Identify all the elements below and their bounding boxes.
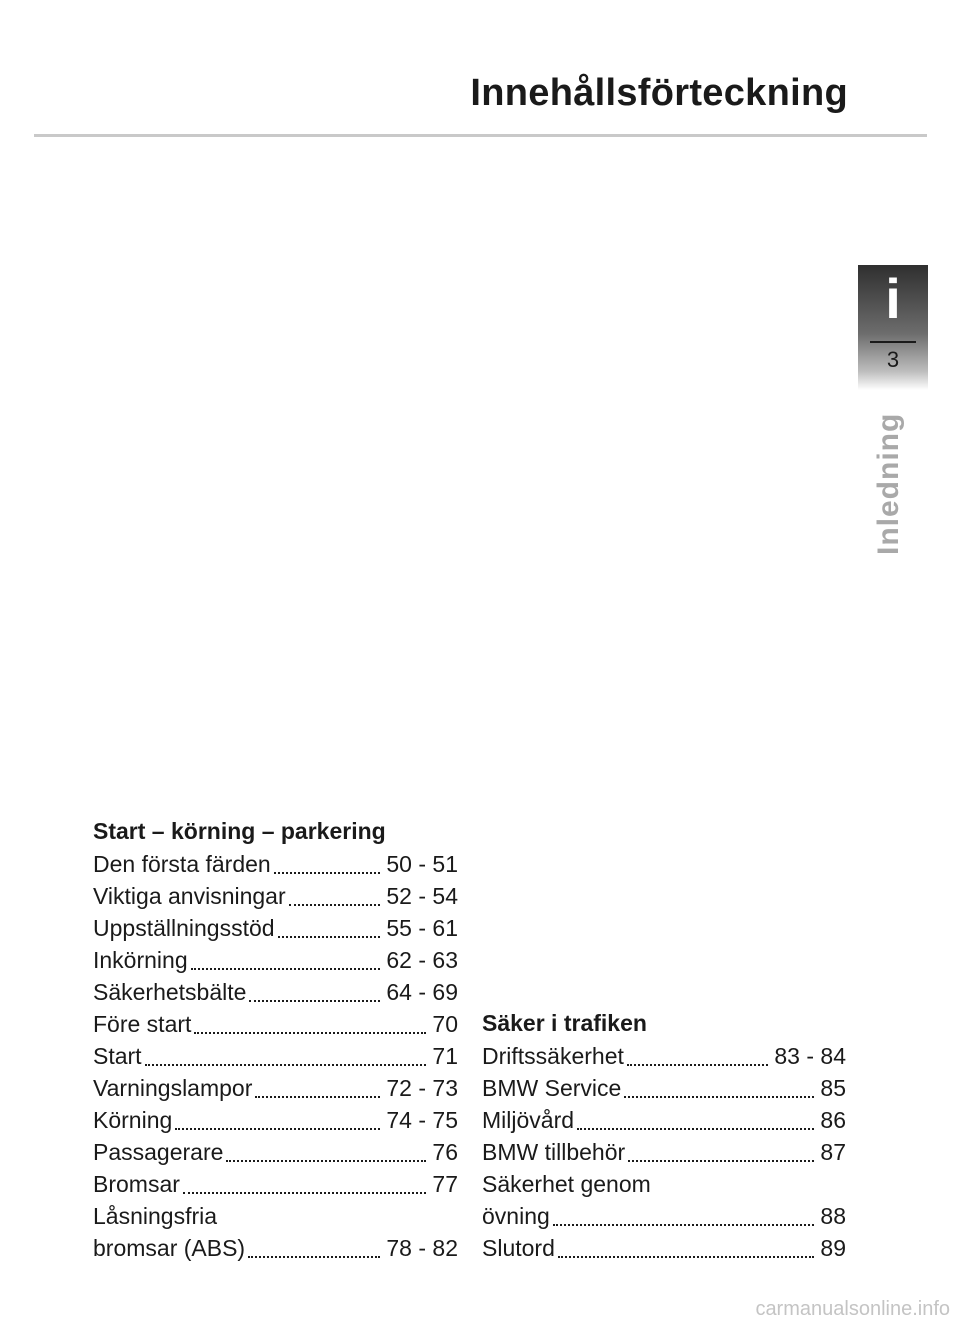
toc-entry-page: 85 [820,1075,846,1101]
chapter-tab-divider [870,341,916,343]
toc-dot-leader [249,999,380,1002]
toc-entry-list [93,848,458,1264]
toc-dot-leader [278,935,381,938]
toc-entry-page: 83 - 84 [774,1043,846,1069]
watermark: carmanualsonline.info [755,1298,950,1320]
toc-entry-list [482,1040,846,1264]
toc-entry[interactable] [482,1072,846,1104]
toc-entry[interactable] [93,1136,458,1168]
toc-entry[interactable] [482,1232,846,1264]
toc-dot-leader [248,1255,380,1258]
toc-entry-page: 89 [820,1235,846,1261]
toc-entry-page: 86 [820,1107,846,1133]
toc-entry[interactable] [93,976,458,1008]
toc-entry-page: 62 - 63 [386,947,458,973]
toc-entry-page: 72 - 73 [386,1075,458,1101]
toc-dot-leader [558,1255,815,1258]
toc-entry[interactable] [482,1040,846,1072]
toc-entry[interactable] [93,1232,458,1264]
toc-entry[interactable] [482,1136,846,1168]
toc-entry-label: Miljövård [482,1107,575,1133]
toc-dot-leader [226,1159,426,1162]
toc-dot-leader [191,967,381,970]
toc-dot-leader [255,1095,380,1098]
toc-dot-leader [194,1031,426,1034]
section-side-label: Inledning [872,412,905,555]
toc-entry[interactable] [93,1104,458,1136]
toc-entry[interactable] [93,1040,458,1072]
chapter-tab-letter: i [885,267,901,330]
toc-entry[interactable] [93,1072,458,1104]
toc-entry[interactable] [482,1168,846,1200]
toc-column-left [93,814,458,1264]
toc-entry-label: Körning [93,1107,173,1133]
toc-dot-leader [553,1223,815,1226]
toc-entry[interactable] [482,1104,846,1136]
toc-entry-page: 71 [432,1043,458,1069]
toc-dot-leader [289,903,381,906]
toc-entry-label: övning [482,1203,550,1229]
toc-dot-leader [627,1063,769,1066]
toc-entry-label: Uppställningsstöd [93,915,275,941]
toc-entry[interactable] [93,944,458,976]
toc-dot-leader [183,1191,427,1194]
toc-dot-leader [175,1127,380,1130]
toc-entry-label: Inkörning [93,947,188,973]
toc-entry[interactable] [482,1200,846,1232]
toc-entry-label: BMW Service [482,1075,622,1101]
toc-entry[interactable] [93,912,458,944]
toc-entry-page: 70 [432,1011,458,1037]
toc-dot-leader [274,871,381,874]
toc-entry-label: Start [93,1043,142,1069]
toc-entry-label: bromsar (ABS) [93,1235,246,1261]
toc-entry-page: 88 [820,1203,846,1229]
toc-entry-page: 76 [432,1139,458,1165]
toc-entry-label: Den första färden [93,851,271,877]
toc-entry-page: 77 [432,1171,458,1197]
toc-section-heading: Start – körning – parkering [93,818,386,844]
toc-entry-label: Låsningsfria [93,1203,218,1229]
toc-entry[interactable] [93,848,458,880]
toc-entry-label: Varningslampor [93,1075,253,1101]
toc-entry-label: Bromsar [93,1171,180,1197]
toc-entry-page: 74 - 75 [386,1107,458,1133]
toc-entry-label: Slutord [482,1235,555,1261]
toc-dot-leader [628,1159,814,1162]
toc-entry[interactable] [93,1168,458,1200]
toc-dot-leader [145,1063,427,1066]
toc-entry[interactable] [93,1008,458,1040]
page-number: 3 [886,347,900,372]
toc-entry-label: Viktiga anvisningar [93,883,286,909]
toc-column-right [482,1006,846,1264]
toc-entry-label: BMW tillbehör [482,1139,626,1165]
header-divider [34,134,927,137]
toc-entry-page: 52 - 54 [386,883,458,909]
toc-entry[interactable] [93,880,458,912]
toc-entry-label: Säkerhetsbälte [93,979,247,1005]
toc-dot-leader [624,1095,814,1098]
toc-entry-label: Före start [93,1011,192,1037]
toc-entry-page: 78 - 82 [386,1235,458,1261]
toc-entry-page: 87 [820,1139,846,1165]
toc-section-heading: Säker i trafiken [482,1010,647,1036]
toc-entry-label: Driftssäkerhet [482,1043,624,1069]
page-title: Innehållsförteckning [470,72,848,114]
toc-entry-page: 64 - 69 [386,979,458,1005]
toc-entry-label: Passagerare [93,1139,224,1165]
toc-entry[interactable] [93,1200,458,1232]
toc-entry-page: 55 - 61 [386,915,458,941]
toc-dot-leader [577,1127,814,1130]
chapter-tab [858,265,928,390]
toc-entry-label: Säkerhet genom [482,1171,651,1197]
toc-entry-page: 50 - 51 [386,851,458,877]
